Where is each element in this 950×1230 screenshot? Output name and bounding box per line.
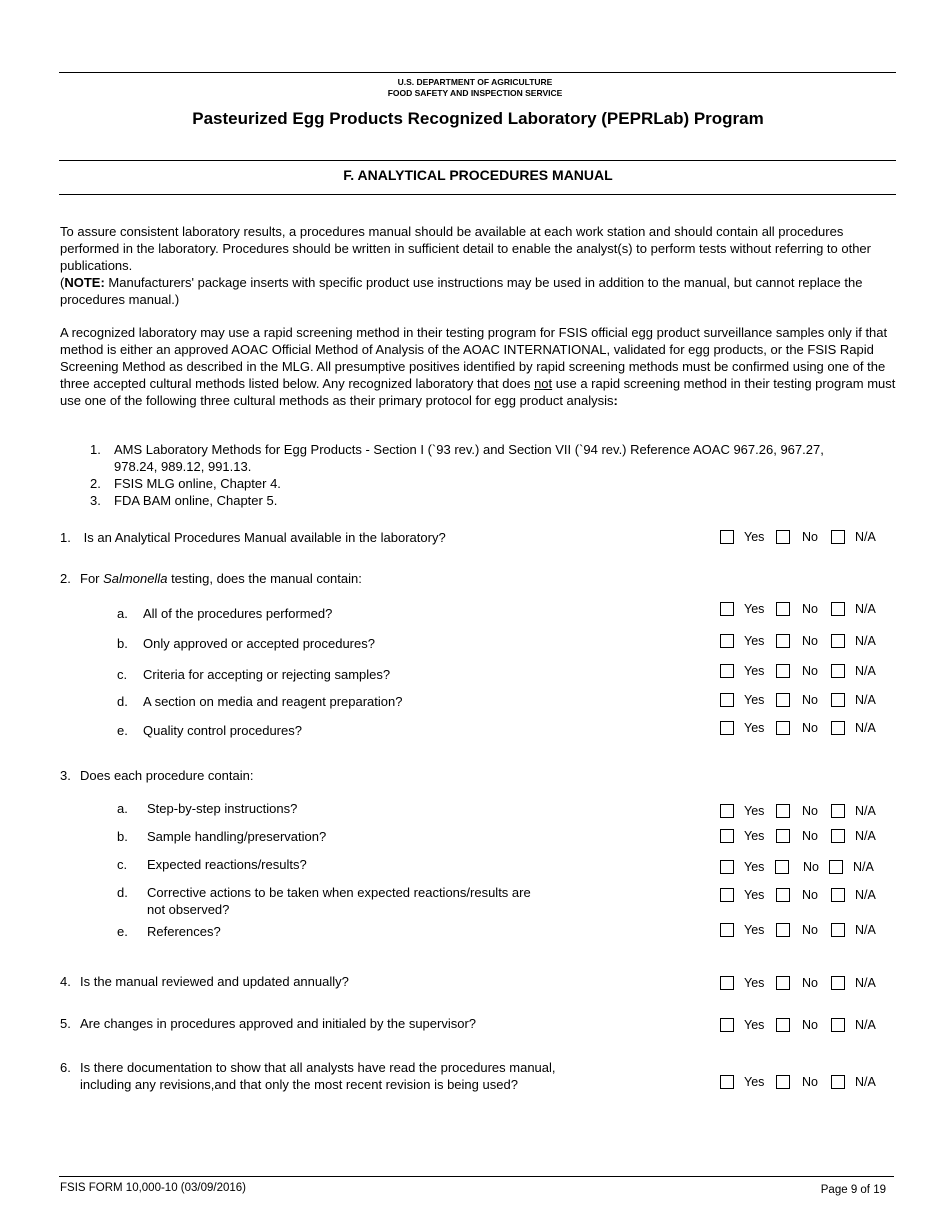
na-checkbox[interactable] — [831, 1075, 845, 1089]
question-text: Is an Analytical Procedures Manual available in the laboratory? — [83, 530, 446, 545]
question-number: 6. — [60, 1060, 71, 1075]
item-text: Corrective actions to be taken when expected reactions/results are — [147, 885, 531, 900]
yes-label: Yes — [744, 1075, 765, 1089]
question-2c — [117, 666, 390, 683]
yes-checkbox[interactable] — [720, 721, 734, 735]
yes-label: Yes — [744, 664, 765, 678]
item-text: All of the procedures performed? — [143, 606, 333, 621]
answer-options-q3d — [720, 887, 890, 905]
na-label: N/A — [853, 860, 874, 874]
not-underlined: not — [534, 376, 553, 391]
question-2d — [117, 693, 402, 710]
na-checkbox[interactable] — [831, 976, 845, 990]
question-number: 4. — [60, 974, 71, 989]
no-checkbox[interactable] — [776, 888, 790, 902]
list-item — [90, 475, 870, 492]
answer-options-q5 — [720, 1017, 890, 1035]
rapid-screening-text: A recognized laboratory may use a rapid screening method in their testing program for FSIS official egg product surveillance samples only if that method is either an approved AOAC Official Method of Analysis of the AOAC INTERNATIONAL, validated for egg products, or the FSIS Rapid Screening Method as described in the MLG. All presumptive positives identified by rapid screening methods must be confirmed using one of the three accepted cultural methods listed below. Any recognized laboratory that does — [60, 325, 888, 391]
question-text-continued: including any revisions,and that only the most recent revision is being used? — [80, 1077, 518, 1092]
na-label: N/A — [855, 664, 876, 678]
answer-options-q3b — [720, 828, 890, 846]
na-label: N/A — [855, 693, 876, 707]
na-checkbox[interactable] — [831, 1018, 845, 1032]
rapid-screening-text-end: use a rapid screening method in their testing program must use one of the following three cultural methods as their primary protocol for egg product analysis — [60, 376, 896, 408]
item-text: References? — [147, 924, 221, 939]
question-6 — [60, 1059, 556, 1093]
item-letter: d. — [117, 885, 128, 900]
yes-label: Yes — [744, 530, 765, 544]
no-label: No — [802, 530, 818, 544]
question-3 — [60, 767, 253, 784]
yes-label: Yes — [744, 602, 765, 616]
na-checkbox[interactable] — [831, 602, 845, 616]
no-label: No — [802, 804, 818, 818]
no-label: No — [802, 1075, 818, 1089]
item-text: A section on media and reagent preparation? — [143, 694, 403, 709]
yes-label: Yes — [744, 888, 765, 902]
no-label: No — [802, 829, 818, 843]
yes-label: Yes — [744, 634, 765, 648]
yes-label: Yes — [744, 693, 765, 707]
list-number: 2. — [90, 476, 101, 491]
answer-options-q2c — [720, 663, 890, 681]
footer-rule — [59, 1176, 894, 1177]
question-text: Is there documentation to show that all analysts have read the procedures manual, — [80, 1060, 556, 1075]
no-label: No — [802, 634, 818, 648]
na-label: N/A — [855, 976, 876, 990]
question-1 — [60, 529, 446, 546]
top-rule — [59, 72, 896, 73]
question-text: For — [80, 571, 104, 586]
na-checkbox[interactable] — [831, 888, 845, 902]
colon: : — [613, 393, 618, 408]
reference-methods-list — [90, 441, 870, 509]
question-text: Are changes in procedures approved and initialed by the supervisor? — [80, 1016, 477, 1031]
na-checkbox[interactable] — [831, 721, 845, 735]
department-name: U.S. DEPARTMENT OF AGRICULTURE — [397, 77, 553, 87]
no-checkbox[interactable] — [776, 1075, 790, 1089]
na-label: N/A — [855, 1018, 876, 1032]
no-checkbox[interactable] — [776, 1018, 790, 1032]
item-text: Step-by-step instructions? — [147, 801, 298, 816]
form-number: FSIS FORM 10,000-10 (03/09/2016) — [60, 1182, 247, 1194]
yes-label: Yes — [744, 804, 765, 818]
na-checkbox[interactable] — [831, 829, 845, 843]
yes-label: Yes — [744, 860, 765, 874]
item-letter: e. — [117, 723, 128, 738]
yes-checkbox[interactable] — [720, 602, 734, 616]
item-text: Sample handling/preservation? — [147, 829, 327, 844]
na-label: N/A — [855, 602, 876, 616]
yes-checkbox[interactable] — [720, 664, 734, 678]
yes-checkbox[interactable] — [720, 1018, 734, 1032]
question-2e — [117, 722, 302, 739]
no-checkbox[interactable] — [776, 602, 790, 616]
yes-checkbox[interactable] — [720, 804, 734, 818]
yes-checkbox[interactable] — [720, 976, 734, 990]
no-checkbox[interactable] — [776, 634, 790, 648]
section-rule-bottom — [59, 194, 896, 195]
answer-options-q3e — [720, 922, 890, 940]
no-checkbox[interactable] — [776, 664, 790, 678]
answer-options-q1 — [720, 529, 890, 547]
item-letter: d. — [117, 694, 128, 709]
service-name: FOOD SAFETY AND INSPECTION SERVICE — [387, 88, 563, 98]
intro-text: To assure consistent laboratory results, a procedures manual should be available at each work station and should contain all procedures performed in the laboratory. Procedures should be written in sufficient detail to enable the analyst(s) to perform tests without referring to other publications. — [60, 224, 871, 273]
no-checkbox[interactable] — [775, 860, 789, 874]
na-label: N/A — [855, 888, 876, 902]
answer-options-q4 — [720, 975, 890, 993]
na-checkbox[interactable] — [829, 860, 843, 874]
yes-checkbox[interactable] — [720, 923, 734, 937]
intro-paragraph: To assure consistent laboratory results, a procedures manual should be available at each work station and should contain all procedures performed in the laboratory. Procedures should be written in sufficient detail to enable the analyst(s) to perform tests without referring to other publications. (NOTE: Manufacturers' package inserts with specific product use instructions may be used in addition to the manual, but cannot replace the procedures manual.) — [60, 224, 871, 307]
item-text: Criteria for accepting or rejecting samples? — [143, 667, 391, 682]
na-label: N/A — [855, 634, 876, 648]
item-text: Only approved or accepted procedures? — [143, 636, 375, 651]
question-number: 5. — [60, 1016, 71, 1031]
page-title: Pasteurized Egg Products Recognized Laboratory (PEPRLab) Program — [192, 109, 764, 128]
yes-checkbox[interactable] — [720, 860, 734, 874]
no-checkbox[interactable] — [776, 721, 790, 735]
question-text: Does each procedure contain: — [80, 768, 254, 783]
no-label: No — [802, 693, 818, 707]
answer-options-q2e — [720, 720, 890, 738]
yes-checkbox[interactable] — [720, 888, 734, 902]
na-label: N/A — [855, 1075, 876, 1089]
list-text: AMS Laboratory Methods for Egg Products - Section I (`93 rev.) and Section VII (`94 rev.) Reference AOAC 967.26, 967.27, 978.24, 989.12, 991.13. — [114, 442, 824, 474]
question-4 — [60, 973, 349, 990]
yes-label: Yes — [744, 1018, 765, 1032]
rapid-screening-paragraph — [60, 324, 900, 409]
no-label: No — [802, 1018, 818, 1032]
na-label: N/A — [855, 721, 876, 735]
no-label: No — [802, 888, 818, 902]
question-5 — [60, 1015, 476, 1032]
yes-label: Yes — [744, 721, 765, 735]
section-rule-top — [59, 160, 896, 161]
no-label: No — [802, 923, 818, 937]
yes-checkbox[interactable] — [720, 634, 734, 648]
list-number: 3. — [90, 493, 101, 508]
item-letter: e. — [117, 924, 128, 939]
item-text: Expected reactions/results? — [147, 857, 307, 872]
answer-options-q2b — [720, 633, 890, 651]
answer-options-q6 — [720, 1074, 890, 1092]
question-2b — [117, 635, 375, 652]
no-checkbox[interactable] — [776, 976, 790, 990]
item-letter: b. — [117, 829, 128, 844]
note-text: Manufacturers' package inserts with specific product use instructions may be used in addition to the manual, but cannot replace the procedures manual.) — [60, 275, 863, 307]
section-title: F. ANALYTICAL PROCEDURES MANUAL — [343, 167, 613, 183]
no-checkbox[interactable] — [776, 693, 790, 707]
salmonella-italic: Salmonella — [103, 571, 168, 586]
na-checkbox[interactable] — [831, 530, 845, 544]
question-3b — [117, 828, 326, 845]
no-checkbox[interactable] — [776, 829, 790, 843]
question-2 — [60, 570, 362, 587]
list-text: FDA BAM online, Chapter 5. — [114, 493, 278, 508]
na-checkbox[interactable] — [831, 923, 845, 937]
na-checkbox[interactable] — [831, 804, 845, 818]
yes-checkbox[interactable] — [720, 829, 734, 843]
no-label: No — [802, 664, 818, 678]
na-checkbox[interactable] — [831, 693, 845, 707]
question-3a — [117, 800, 297, 817]
yes-checkbox[interactable] — [720, 1075, 734, 1089]
list-item — [90, 492, 870, 509]
yes-checkbox[interactable] — [720, 530, 734, 544]
page-number: Page 9 of 19 — [820, 1184, 886, 1196]
yes-label: Yes — [744, 923, 765, 937]
na-label: N/A — [855, 530, 876, 544]
no-checkbox[interactable] — [776, 804, 790, 818]
no-label: No — [802, 976, 818, 990]
na-label: N/A — [855, 829, 876, 843]
yes-label: Yes — [744, 976, 765, 990]
question-3e — [117, 923, 221, 940]
item-letter: c. — [117, 857, 128, 872]
na-label: N/A — [855, 923, 876, 937]
question-text-end: testing, does the manual contain: — [167, 571, 362, 586]
list-text: FSIS MLG online, Chapter 4. — [114, 476, 281, 491]
question-3c — [117, 856, 307, 873]
no-label: No — [802, 721, 818, 735]
yes-checkbox[interactable] — [720, 693, 734, 707]
na-checkbox[interactable] — [831, 634, 845, 648]
answer-options-q2a — [720, 601, 890, 619]
list-item — [90, 441, 870, 475]
answer-options-q2d — [720, 692, 890, 710]
item-letter: c. — [117, 667, 128, 682]
note-label: NOTE: — [64, 275, 105, 290]
no-checkbox[interactable] — [776, 530, 790, 544]
no-label: No — [802, 602, 818, 616]
item-text: Quality control procedures? — [143, 723, 302, 738]
list-number: 1. — [90, 442, 101, 457]
yes-label: Yes — [744, 829, 765, 843]
item-text-continued: not observed? — [147, 902, 230, 917]
answer-options-q3c — [720, 859, 890, 877]
question-number: 3. — [60, 768, 71, 783]
question-number: 2. — [60, 571, 71, 586]
answer-options-q3a — [720, 803, 890, 821]
no-label: No — [803, 860, 819, 874]
item-letter: b. — [117, 636, 128, 651]
na-label: N/A — [855, 804, 876, 818]
no-checkbox[interactable] — [776, 923, 790, 937]
question-3d — [117, 884, 531, 918]
na-checkbox[interactable] — [831, 664, 845, 678]
question-2a — [117, 605, 332, 622]
item-letter: a. — [117, 606, 128, 621]
item-letter: a. — [117, 801, 128, 816]
question-text: Is the manual reviewed and updated annually? — [80, 974, 349, 989]
question-number: 1. — [60, 530, 71, 545]
